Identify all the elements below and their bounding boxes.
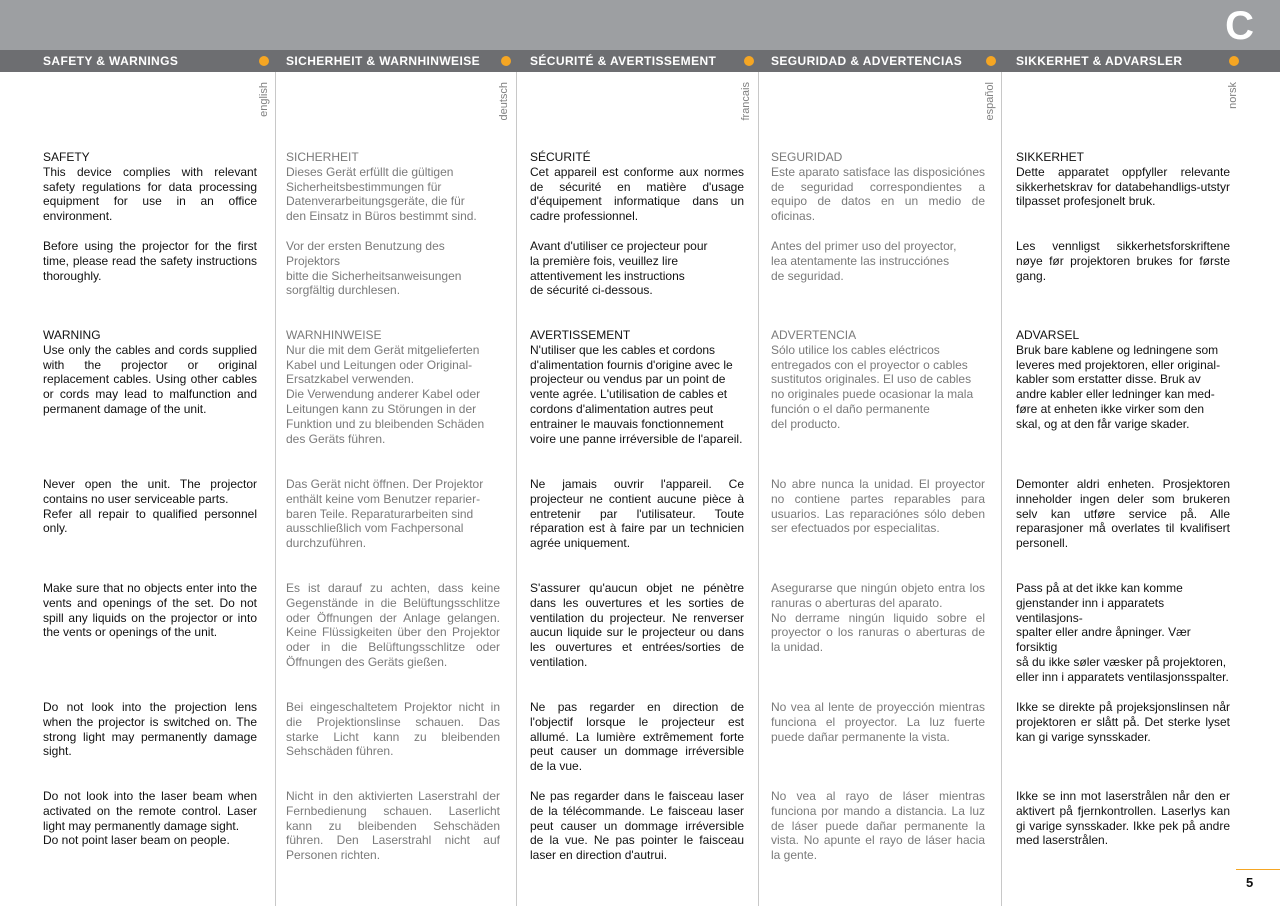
text-block: Before using the projector for the first time, please read the safety instructions thoroughly. [43, 239, 257, 283]
text-block: SICHERHEIT Dieses Gerät erfüllt die gültigen Sicherheitsbestimmungen für Datenverarbeitungsgeräte, die für den Einsatz in Büros bestimmt sind. [286, 150, 477, 224]
column-norsk [1016, 72, 1230, 906]
column-espanol [771, 72, 985, 906]
text-block: SAFETY This device complies with relevant safety regulations for data processing equipment for use in an office environment. [43, 150, 257, 224]
column-divider [758, 72, 759, 906]
header-norsk: SIKKERHET & ADVARSLER [1016, 54, 1183, 68]
text-block: Bei eingeschaltetem Projektor nicht in die Projektionslinse schauen. Das starke Licht kann zu bleibenden Sehschäden führen. [286, 700, 500, 759]
text-block: Make sure that no objects enter into the vents and openings of the set. Do not spill any liquids on the projector or into the vents or openings of the unit. [43, 581, 257, 640]
text-block: Ne jamais ouvrir l'appareil. Ce projecteur ne contient aucune pièce à entretenir par l'utilisateur. Toute réparation est à faire par un technicien agrée uniquement. [530, 477, 744, 551]
page-number-rule [1236, 869, 1280, 870]
text-block: Demonter aldri enheten. Prosjektoren inneholder ingen deler som brukeren selv kan utføre service på. Alle reparasjoner må overlates til kvalifisert personell. [1016, 477, 1230, 551]
header-dot-francais [744, 56, 754, 66]
header-deutsch: SICHERHEIT & WARNHINWEISE [286, 54, 481, 68]
text-block: Ne pas regarder dans le faisceau laser de la télécommande. Le faisceau laser peut causer un dommage irréversible de la vue. Ne pas pointer le faisceau laser en direction d'autrui. [530, 789, 744, 863]
column-divider [516, 72, 517, 906]
text-block: Vor der ersten Benutzung des Projektors bitte die Sicherheitsanweisungen sorgfältig durchlesen. [286, 239, 462, 298]
text-block: Es ist darauf zu achten, dass keine Gegenstände in die Belüftungsschlitze oder Öffnungen der Anlage gelangen. Keine Flüssigkeiten über den Projektor oder in die Belüftungsschlitze oder Öffnungen des Geräts gießen. [286, 581, 500, 669]
text-block: Ikke se inn mot laserstrålen når den er aktivert på fjernkontrollen. Laserlys kan gi varige synsskader. Ikke pek på andre med laserstrålen. [1016, 789, 1230, 848]
lang-label-francais: francais [740, 82, 752, 121]
text-block: Avant d'utiliser ce projecteur pour la première fois, veuillez lire attentivement les instructions de sécurité ci-dessous. [530, 239, 708, 298]
header-dot-english [259, 56, 269, 66]
text-block: No vea al lente de proyección mientras funciona el proyector. La luz fuerte puede dañar permanente la vista. [771, 700, 985, 744]
lang-label-english: english [258, 82, 270, 117]
text-block: Ikke se direkte på projeksjonslinsen når projektoren er slått på. Det sterke lyset kan gi varige synsskader. [1016, 700, 1230, 744]
text-block: SÉCURITÉ Cet appareil est conforme aux normes de sécurité en matière d'usage d'équipement informatique dans un cadre professionnel. [530, 150, 744, 224]
text-block: Antes del primer uso del proyector, lea atentamente las instrucciónes de seguridad. [771, 239, 957, 283]
text-block: WARNHINWEISE Nur die mit dem Gerät mitgelieferten Kabel und Leitungen oder Original- Ersatzkabel verwenden. Die Verwendung anderer Kabel oder Leitungen kann zu Störungen in der Funktion und zu bleibenden Schäden des Geräts führen. [286, 328, 485, 446]
text-block: SEGURIDAD Este aparato satisface las disposiciónes de seguridad correspondientes a equipo de datos en un medio de oficinas. [771, 150, 985, 224]
lang-label-espanol: español [984, 82, 996, 121]
text-block: AVERTISSEMENT N'utiliser que les cables et cordons d'alimentation fournis d'origine avec le projecteur ou vendus par un point de vente agrée. L'utilisation de cables et cordons d'alimentation autres peut entrainer le mauvais fonctionnement voire une panne irréversible de l'apareil. [530, 328, 743, 446]
text-block: Do not look into the projection lens when the projector is switched on. The strong light may permanently damage sight. [43, 700, 257, 759]
text-block: S'assurer qu'aucun objet ne pénètre dans les ouvertures et les sorties de ventilation du projecteur. Ne renverser aucun liquide sur le projecteur ou dans les ouvertures et entrées/sorties de ventilation. [530, 581, 744, 669]
header-english: SAFETY & WARNINGS [43, 54, 179, 68]
column-deutsch [286, 72, 500, 906]
header-espanol: SEGURIDAD & ADVERTENCIAS [771, 54, 963, 68]
column-english [43, 72, 257, 906]
column-divider [275, 72, 276, 906]
header-dot-norsk [1229, 56, 1239, 66]
text-block: Pass på at det ikke kan komme gjenstander inn i apparatets ventilasjons- spalter eller andre åpninger. Vær forsiktig så du ikke søler væsker på projektoren, eller inn i apparatets ventilasjonsspalter. [1016, 581, 1229, 684]
text-block: Ne pas regarder en direction de l'objectif lorsque le projecteur est allumé. La lumière extrêmement forte peut causer un dommage irréversible de la vue. [530, 700, 744, 774]
text-block: Asegurarse que ningún objeto entra los ranuras o aberturas del aparato. No derrame ningún liquido sobre el proyector o los ranuras o aberturas de la unidad. [771, 581, 985, 655]
text-block: WARNING Use only the cables and cords supplied with the projector or original replacement cables. Using other cables or cords may lead to malfunction and permanent damage of the unit. [43, 328, 257, 416]
text-block: Les vennligst sikkerhetsforskriftene nøye før projektoren brukes for første gang. [1016, 239, 1230, 283]
header-francais: SÉCURITÉ & AVERTISSEMENT [530, 54, 717, 68]
header-dot-deutsch [501, 56, 511, 66]
text-block: Never open the unit. The projector contains no user serviceable parts. Refer all repair to qualified personnel only. [43, 477, 257, 536]
text-block: ADVARSEL Bruk bare kablene og ledningene som leveres med projektoren, eller original- kabler som erstatter disse. Bruk av andre kabler eller ledninger kan med- føre at enheten ikke virker som den skal, og at den får varige skader. [1016, 328, 1221, 431]
text-block: Do not look into the laser beam when activated on the remote control. Laser light may permanently damage sight. Do not point laser beam on people. [43, 789, 257, 848]
text-block: SIKKERHET Dette apparatet oppfyller relevante sikkerhetskrav for databehandligs-utstyr tilpasset profesjonelt bruk. [1016, 150, 1230, 209]
header-bar [0, 50, 1280, 72]
text-block: Nicht in den aktivierten Laserstrahl der Fernbedienung schauen. Laserlicht kann zu bleibenden Sehschäden führen. Den Laserstrahl nicht auf Personen richten. [286, 789, 500, 863]
column-divider [1001, 72, 1002, 906]
lang-label-norsk: norsk [1227, 82, 1239, 109]
top-bar [0, 0, 1280, 50]
lang-label-deutsch: deutsch [498, 82, 510, 121]
section-letter: C [1225, 4, 1254, 48]
column-francais [530, 72, 744, 906]
text-block: ADVERTENCIA Sólo utilice los cables eléctricos entregados con el proyector o cables sustitutos originales. El uso de cables no originales puede ocasionar la mala función o el daño permanente del producto. [771, 328, 974, 431]
page-number: 5 [1246, 875, 1254, 890]
header-dot-espanol [986, 56, 996, 66]
text-block: No abre nunca la unidad. El proyector no contiene partes reparables para usuarios. Las reparaciónes sólo deben ser efectuados por especialitas. [771, 477, 985, 536]
text-block: No vea al rayo de láser mientras funciona por mando a distancia. La luz de láser puede dañar permanente la vista. No apunte el rayo de láser hacia la gente. [771, 789, 985, 863]
text-block: Das Gerät nicht öffnen. Der Projektor enthält keine vom Benutzer reparier- baren Teile. Reparaturarbeiten sind ausschließlich vom Fachpersonal durchzuführen. [286, 477, 484, 551]
